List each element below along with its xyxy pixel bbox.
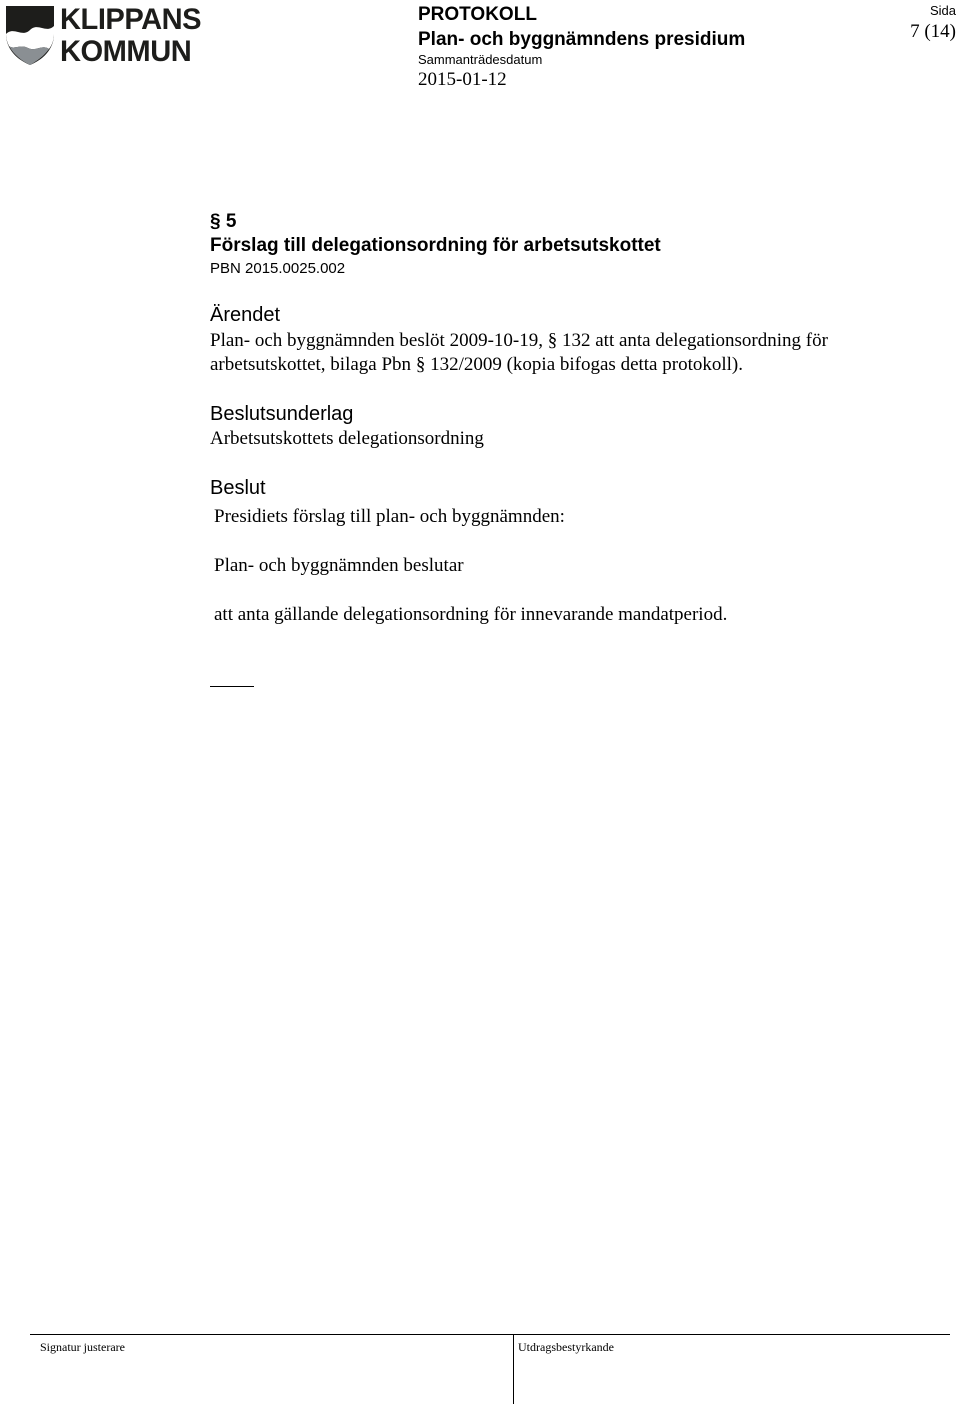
coat-of-arms-icon xyxy=(4,4,56,66)
arendet-text xyxy=(210,329,930,377)
arendet-line-1-part-a: Plan- och byggnämnden beslöt 2009-10-19, xyxy=(210,330,543,351)
section-sign: § xyxy=(210,211,221,232)
section-sign: § xyxy=(415,354,426,375)
beslut-line-1: Presidiets förslag till plan- och byggnämnden: xyxy=(214,506,565,527)
arendet-line-2-part-a: arbetsutskottet, bilaga Pbn xyxy=(210,354,412,375)
arendet-line-1-part-b: 132 att anta delegationsordning för xyxy=(561,330,828,351)
section-heading-beslutsunderlag: Beslutsunderlag xyxy=(210,403,354,425)
page-number: 7 (14) xyxy=(910,21,956,42)
logo-wordmark-line1: KLIPPANS xyxy=(60,3,202,36)
beslutsunderlag-text: Arbetsutskottets delegationsordning xyxy=(210,428,484,449)
extract-certification-label: Utdragsbestyrkande xyxy=(518,1340,614,1354)
beslut-line-2: Plan- och byggnämnden beslutar xyxy=(214,555,464,576)
municipality-logo xyxy=(4,4,219,68)
case-number: PBN 2015.0025.002 xyxy=(210,260,346,277)
meeting-date: 2015-01-12 xyxy=(418,69,507,90)
document-type: PROTOKOLL xyxy=(418,4,537,25)
section-sign: § xyxy=(547,330,558,351)
section-heading-arendet: Ärendet xyxy=(210,304,281,326)
end-of-item-rule xyxy=(210,686,254,687)
beslut-line-3: att anta gällande delegationsordning för innevarande mandatperiod. xyxy=(214,604,728,625)
section-heading-beslut: Beslut xyxy=(210,477,266,499)
arendet-line-2 xyxy=(210,353,930,377)
footer-rule xyxy=(30,1334,950,1335)
footer-divider xyxy=(513,1334,514,1404)
arendet-line-2-part-b: 132/2009 (kopia bifogas detta protokoll). xyxy=(430,354,743,375)
meeting-date-label: Sammanträdesdatum xyxy=(418,52,543,67)
arendet-line-1 xyxy=(210,329,930,353)
committee-name: Plan- och byggnämndens presidium xyxy=(418,29,746,50)
item-heading xyxy=(210,211,236,233)
page-label: Sida xyxy=(929,3,956,18)
signature-label: Signatur justerare xyxy=(40,1340,125,1354)
item-number: 5 xyxy=(225,211,237,232)
logo-wordmark-line2: KOMMUN xyxy=(60,35,192,68)
item-title: Förslag till delegationsordning för arbetsutskottet xyxy=(210,235,661,256)
